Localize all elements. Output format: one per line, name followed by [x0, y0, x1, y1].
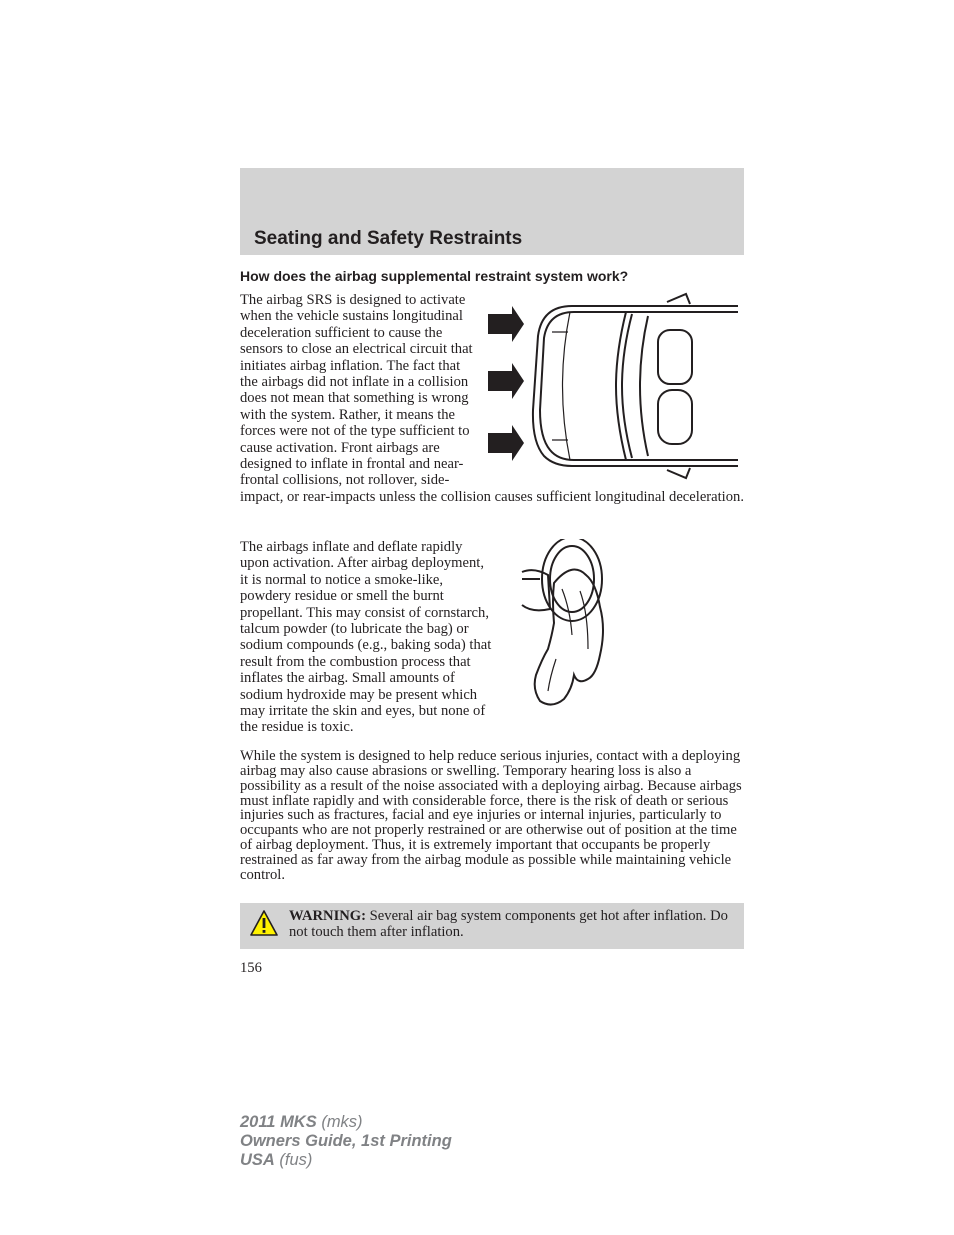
paragraph-residue: [240, 539, 744, 736]
footer-model: 2011 MKS: [240, 1113, 317, 1131]
deployed-airbag-illustration: [492, 539, 744, 717]
paragraph-activation-text: The airbag SRS is designed to activate when the vehicle sustains longitudinal deceleration sufficient to cause the sensors to close an electrical circuit that initiates airbag inflation. The fact that the airbags did not inflate in a collision does not mean that something is wrong with the system. Rather, it means the forces were not of the type sufficient to cause activation. Front airbags are designed to inflate in frontal and near-frontal collisions, not rollover, side-impact, or rear-impacts unless the collision causes sufficient longitudinal deceleration.: [240, 292, 744, 505]
section-title: Seating and Safety Restraints: [254, 228, 523, 249]
footer-region-code: (fus): [274, 1151, 313, 1169]
steering-wheel-airbag-icon: [522, 539, 603, 705]
footer-model-line: [240, 1113, 452, 1132]
warning-label: WARNING:: [289, 908, 367, 924]
paragraph-residue-text: The airbags inflate and deflate rapidly upon activation. After airbag deployment, it is normal to notice a smoke-like, powdery residue or smell the burnt propellant. This may consist of cornstarch, talcum powder (to lubricate the bag) or sodium compounds (e.g., baking soda) that result from the combustion process that inflates the airbag. Small amounts of sodium hydroxide may be present which may irritate the skin and eyes, but none of the residue is toxic.: [240, 539, 492, 736]
impact-arrows-icon: [488, 306, 524, 461]
document-footer: [240, 1113, 452, 1170]
car-top-view-icon: [533, 294, 738, 478]
paragraph-injury-risk: While the system is designed to help reduce serious injuries, contact with a deploying airbag may also cause abrasions or swelling. Temporary hearing loss is also a possibility as a result of the noise associated with a deploying airbag. Because airbags must inflate rapidly and with considerable force, there is the risk of death or serious injuries such as fractures, facial and eye injuries or internal injuries, particularly to occupants who are not properly restrained or are otherwise out of position at the time of airbag deployment. Thus, it is extremely important that occupants be properly restrained as far away from the airbag module as possible while maintaining vehicle control.: [240, 748, 742, 883]
footer-model-code: (mks): [316, 1113, 363, 1131]
article-question-heading: How does the airbag supplemental restraint system work?: [240, 268, 629, 284]
footer-region: USA: [240, 1151, 275, 1169]
paragraph-activation: [240, 292, 744, 505]
footer-region-line: [240, 1151, 452, 1170]
frontal-impact-diagram: [480, 292, 740, 480]
warning-text: Several air bag system components get hot after inflation. Do not touch them after inflation.: [289, 908, 728, 941]
warning-triangle-icon: [249, 909, 279, 937]
warning-message: [289, 908, 729, 941]
warning-callout: [240, 903, 744, 949]
footer-guide-line: Owners Guide, 1st Printing: [240, 1132, 452, 1150]
page-number: 156: [240, 960, 262, 976]
